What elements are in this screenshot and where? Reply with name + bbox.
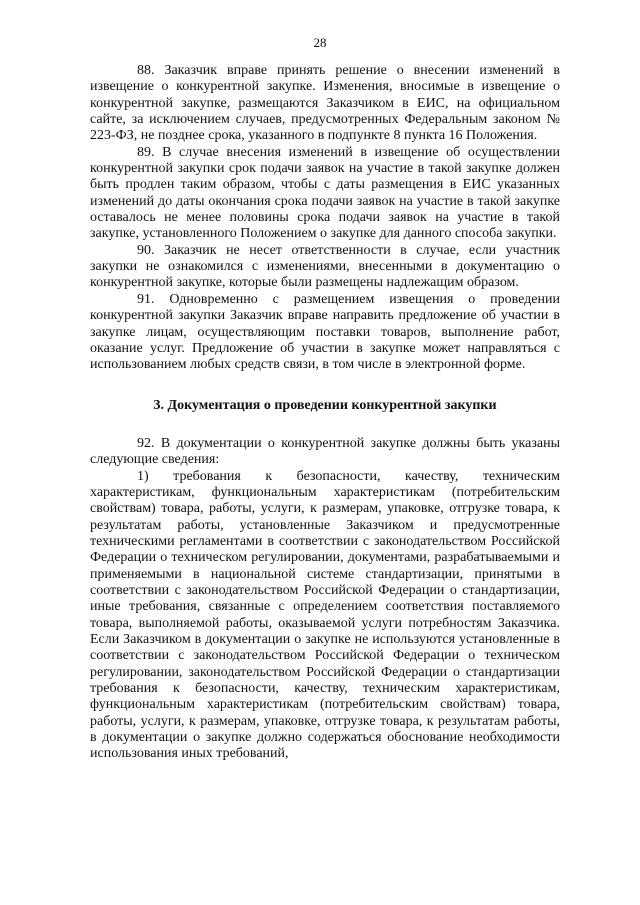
paragraph-90: 90. Заказчик не несет ответственности в случае, если участник закупки не ознакомился с изменениями, внесенными в документацию о конкурентной закупке, которые были размещены надлежащим образом. [90, 242, 560, 291]
paragraph-88: 88. Заказчик вправе принять решение о внесении изменений в извещение о конкурентной закупке. Изменения, вносимые в извещение о конкурентной закупке, размещаются Заказчиком в ЕИС, на официальном сайте, за исключением случаев, предусмотренных Федеральным законом № 223-ФЗ, не позднее срока, указанного в подпункте 8 пункта 16 Положения. [90, 63, 560, 144]
subitem-1: 1) требования к безопасности, качеству, техническим характеристикам, функциональным характеристикам (потребительским свойствам) товара, работы, услуги, к размерам, упаковке, отгрузке товара, к результатам работы, установленные Заказчиком и предусмотренные техническими регламентами в соответствии с законодательством Российской Федерации о техническом регулировании, документами, разрабатываемыми и применяемыми в национальной системе стандартизации, принятыми в соответствии с законодательством Российской Федерации о стандартизации, иные требования, связанные с определением соответствия поставляемого товара, выполняемой работы, оказываемой услуги потребностям Заказчика. Если Заказчиком в документации о закупке не используются установленные в соответствии с законодательством Российской Федерации о техническом регулировании, законодательством Российской Федерации о стандартизации требования к безопасности, качеству, техническим характеристикам, функциональным характеристикам (потребительским свойствам) товара, работы, услуги, к размерам, упаковке, отгрузке товара, к результатам работы, в документации о закупке должно содержаться обоснование необходимости использования иных требований, [90, 468, 560, 762]
page-number: 28 [313, 35, 327, 50]
paragraph-91: 91. Одновременно с размещением извещения о проведении конкурентной закупки Заказчик вправе направить предложение об участии в закупке лицам, осуществляющим поставки товаров, выполнение работ, оказание услуг. Предложение об участии в закупке может направляться с использованием любых средств связи, в том числе в электронной форме. [90, 291, 560, 373]
paragraph-89: 89. В случае внесения изменений в извещение об осуществлении конкурентной закупки срок подачи заявок на участие в такой закупке должен быть продлен таким образом, чтобы с даты размещения в ЕИС указанных изменений до даты окончания срока подачи заявок на участие в такой закупке оставалось не менее половины срока подачи заявок на участие в такой закупке, установленного Положением о закупке для данного способа закупки. [90, 144, 560, 242]
document-body [90, 63, 560, 763]
paragraph-92: 92. В документации о конкурентной закупке должны быть указаны следующие сведения: [90, 435, 560, 468]
section-heading: 3. Документация о проведении конкурентной закупки [153, 397, 497, 413]
